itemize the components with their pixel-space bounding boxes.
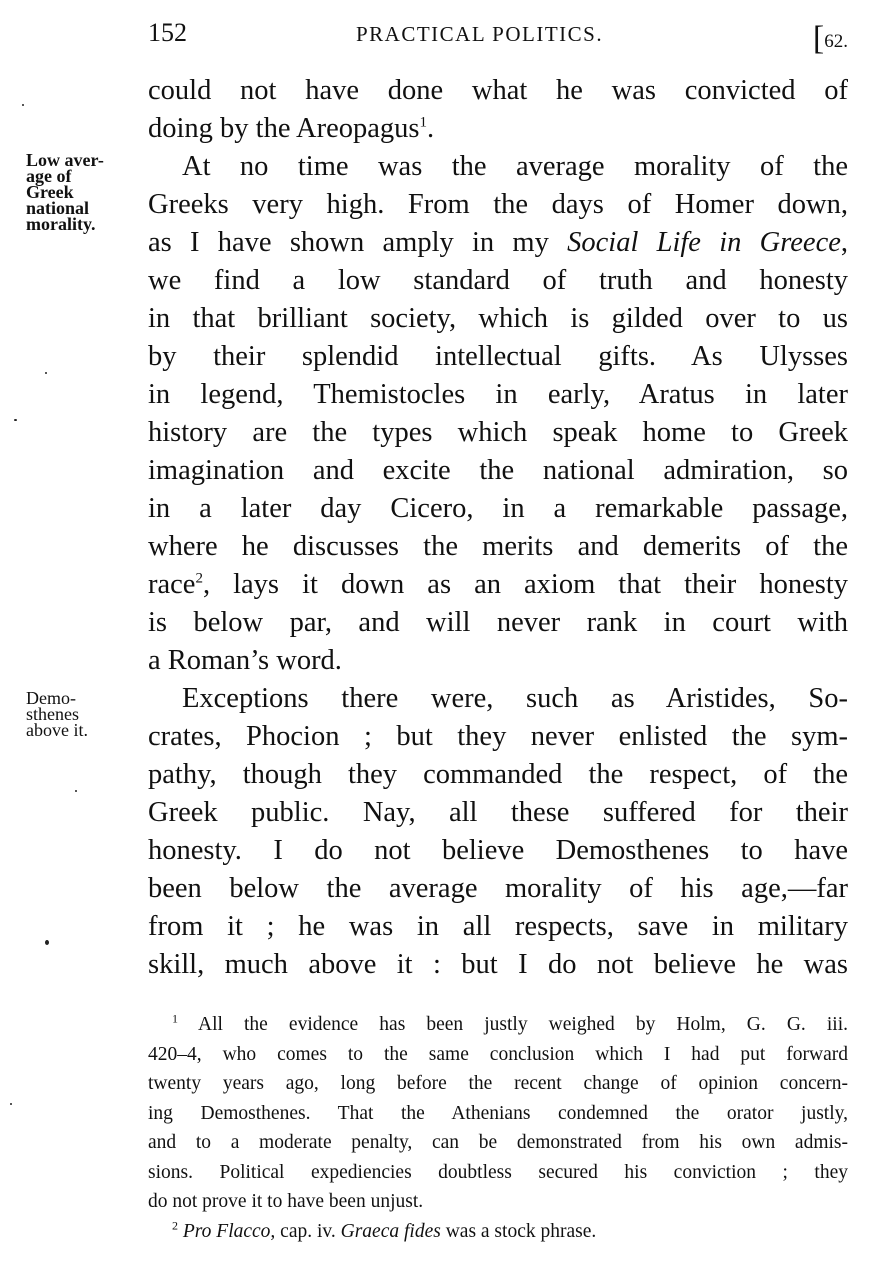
scan-speck xyxy=(14,419,17,421)
text-line: Exceptions there were, such as Aristides, So- xyxy=(182,683,848,714)
scan-speck xyxy=(75,790,77,792)
marginal-note-morality xyxy=(26,152,126,232)
footnote-line: and to a moderate penalty, can be demonstrated from his own admis- xyxy=(148,1132,848,1153)
text-span: , xyxy=(840,227,848,258)
text-line: At no time was the average morality of the xyxy=(182,151,848,182)
text-line: we find a low standard of truth and honesty xyxy=(148,265,848,296)
text-line xyxy=(148,224,848,262)
text-line: in a later day Cicero, in a remarkable passage, xyxy=(148,493,848,524)
text-span: doing by the Areopagus xyxy=(148,113,420,144)
book-title: Social Life in Greece xyxy=(567,227,841,258)
marginal-note-line: sthenes xyxy=(26,704,79,724)
text-line xyxy=(148,110,848,148)
text-span: was a stock phrase. xyxy=(440,1220,597,1242)
text-line: where he discusses the merits and demerits of the xyxy=(148,531,848,562)
text-line: from it ; he was in all respects, save in military xyxy=(148,911,848,942)
marginal-note-line: age of xyxy=(26,166,72,186)
footnote-line xyxy=(148,1010,848,1040)
text-line: by their splendid intellectual gifts. As Ulysses xyxy=(148,341,848,372)
marginal-note-line: above it. xyxy=(26,720,88,740)
footnote-ref-2: 2 xyxy=(195,570,203,587)
footnote-line: do not prove it to have been unjust. xyxy=(148,1191,424,1212)
paragraph-greek-morality xyxy=(148,148,848,680)
text-line: could not have done what he was convicted of xyxy=(148,75,848,106)
running-title: PRACTICAL POLITICS. xyxy=(356,22,604,46)
section-number xyxy=(813,18,848,56)
text-line: is below par, and will never rank in court with xyxy=(148,607,848,638)
section-bracket: [ xyxy=(812,20,825,57)
footnote-line: ing Demosthenes. That the Athenians condemned the orator justly, xyxy=(148,1102,848,1124)
section-number-text: 62. xyxy=(824,31,848,52)
latin-phrase: Graeca fides xyxy=(340,1220,441,1242)
text-line: imagination and excite the national admiration, so xyxy=(148,455,848,486)
text-line: Greek public. Nay, all these suffered for their xyxy=(148,797,848,828)
text-line: in legend, Themistocles in early, Aratus in later xyxy=(148,379,848,410)
text-line: in that brilliant society, which is gilded over to us xyxy=(148,303,848,334)
marginal-note-line: national xyxy=(26,198,90,218)
footnote-line: sions. Political expediencies doubtless secured his conviction ; they xyxy=(148,1161,848,1183)
marginal-note-line: Demo- xyxy=(26,688,76,708)
scan-speck xyxy=(22,104,24,106)
text-span: All the evidence has been justly weighed by Holm, G. G. iii. xyxy=(198,1014,848,1035)
text-span: race xyxy=(148,569,196,600)
text-line: pathy, though they commanded the respect, of the xyxy=(148,759,848,790)
text-span: cap. iv. xyxy=(275,1220,341,1242)
footnote-line: 420–4, who comes to the same conclusion which I had put forward xyxy=(148,1043,848,1065)
scan-speck xyxy=(10,1103,12,1105)
scan-speck xyxy=(45,940,49,945)
footnote-ref-1: 1 xyxy=(419,114,428,131)
footnote-1 xyxy=(148,1010,848,1217)
footnote-line xyxy=(148,1217,848,1247)
text-line xyxy=(148,566,848,604)
footnote-marker: 1 xyxy=(172,1011,178,1026)
text-line: a Roman’s word. xyxy=(148,645,342,676)
scan-speck xyxy=(45,372,47,374)
paragraph-exceptions xyxy=(148,680,848,984)
paragraph-continued xyxy=(148,72,848,148)
marginal-note-demosthenes xyxy=(26,690,126,738)
text-line: crates, Phocion ; but they never enlisted the sym- xyxy=(148,721,848,752)
marginal-note-line: Low aver- xyxy=(26,150,104,170)
running-header xyxy=(148,14,848,57)
page-number: 152 xyxy=(148,18,187,47)
body-text xyxy=(148,72,848,984)
text-span: as I have shown amply in my xyxy=(148,227,568,258)
text-line: Greeks very high. From the days of Homer down, xyxy=(148,189,848,220)
text-line: history are the types which speak home to Greek xyxy=(148,417,848,448)
marginal-note-line: Greek xyxy=(26,182,74,202)
marginal-note-line: morality. xyxy=(26,214,96,234)
footnotes xyxy=(148,1010,848,1246)
footnote-2 xyxy=(148,1217,848,1247)
footnote-line: twenty years ago, long before the recent change of opinion concern- xyxy=(148,1073,848,1094)
text-span: . xyxy=(427,113,435,144)
text-line: skill, much above it : but I do not believe he was xyxy=(148,949,848,980)
footnote-marker: 2 xyxy=(172,1218,178,1232)
text-line: been below the average morality of his age,—far xyxy=(148,873,848,904)
latin-title: Pro Flacco, xyxy=(182,1220,276,1242)
text-line: honesty. I do not believe Demosthenes to have xyxy=(148,835,848,866)
text-span: , lays it down as an axiom that their honesty xyxy=(202,569,848,600)
